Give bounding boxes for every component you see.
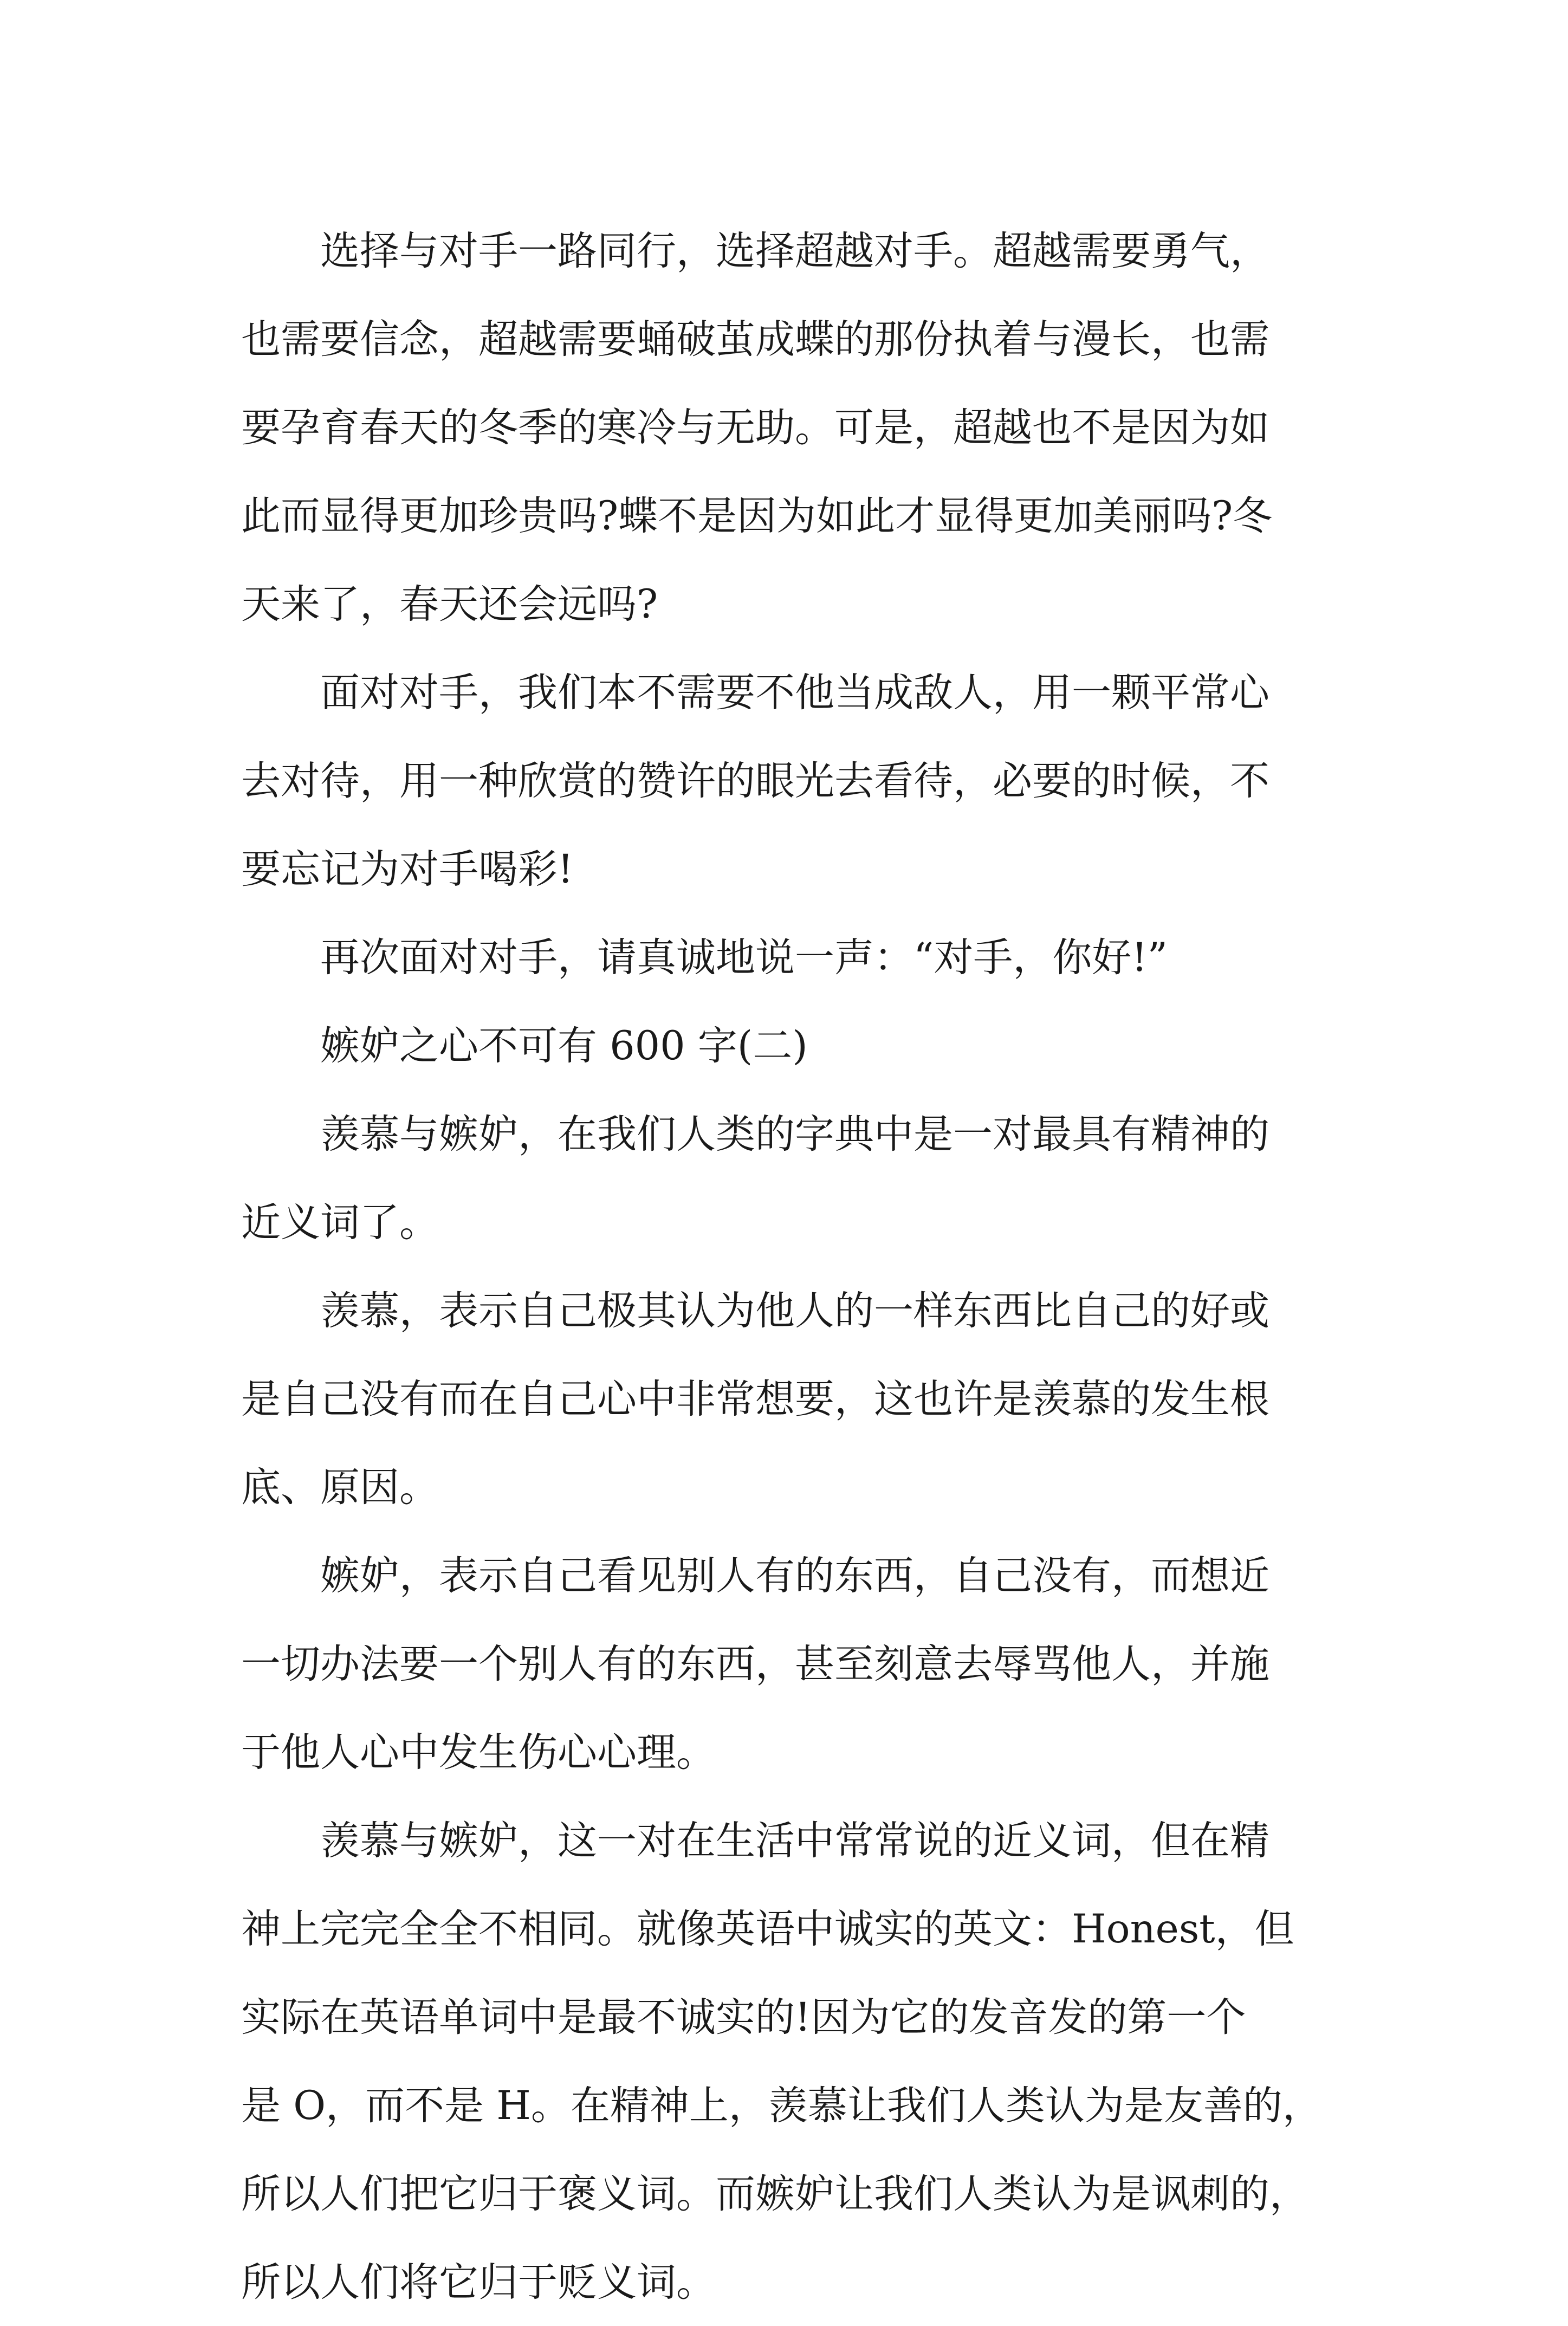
text-line: 神上完完全全不相同。就像英语中诚实的英文：Honest，但	[241, 1906, 1294, 1952]
text-line: 选择与对手一路同行，选择超越对手。超越需要勇气，	[241, 228, 1269, 274]
text-line: 是自己没有而在自己心中非常想要，这也许是羡慕的发生根	[241, 1376, 1269, 1422]
text-line: 羡慕与嫉妒，在我们人类的字典中是一对最具有精神的	[241, 1111, 1269, 1157]
text-line: 底、原因。	[241, 1465, 439, 1511]
text-line: 天来了，春天还会远吗?	[241, 581, 658, 627]
text-line: 所以人们将它归于贬义词。	[241, 2259, 716, 2305]
text-line: 羡慕与嫉妒，这一对在生活中常常说的近义词，但在精	[241, 1818, 1269, 1864]
text-line: 实际在英语单词中是最不诚实的!因为它的发音发的第一个	[241, 1994, 1246, 2040]
text-line: 此而显得更加珍贵吗?蝶不是因为如此才显得更加美丽吗?冬	[241, 493, 1273, 539]
text-line: 去对待，用一种欣赏的赞许的眼光去看待，必要的时候，不	[241, 758, 1269, 804]
section-heading: 嫉妒之心不可有 600 字(二)	[241, 1023, 808, 1069]
text-line: 也需要信念，超越需要蛹破茧成蝶的那份执着与漫长，也需	[241, 316, 1269, 362]
text-line: 是 O，而不是 H。在精神上，羡慕让我们人类认为是友善的，	[241, 2083, 1322, 2129]
text-line: 再次面对对手，请真诚地说一声：“对手，你好!”	[241, 935, 1168, 981]
text-line: 要忘记为对手喝彩!	[241, 846, 574, 892]
text-line: 一切办法要一个别人有的东西，甚至刻意去辱骂他人，并施	[241, 1641, 1269, 1687]
text-line: 要孕育春天的冬季的寒冷与无助。可是，超越也不是因为如	[241, 405, 1269, 451]
text-line: 羡慕，表示自己极其认为他人的一样东西比自己的好或	[241, 1288, 1269, 1334]
text-line: 于他人心中发生伤心心理。	[241, 1729, 716, 1776]
text-line: 所以人们把它归于褒义词。而嫉妒让我们人类认为是讽刺的，	[241, 2171, 1309, 2217]
text-line: 面对对手，我们本不需要不他当成敌人，用一颗平常心	[241, 670, 1269, 716]
text-line: 近义词了。	[241, 1200, 439, 1246]
text-line: 嫉妒，表示自己看见别人有的东西，自己没有，而想近	[241, 1553, 1269, 1599]
